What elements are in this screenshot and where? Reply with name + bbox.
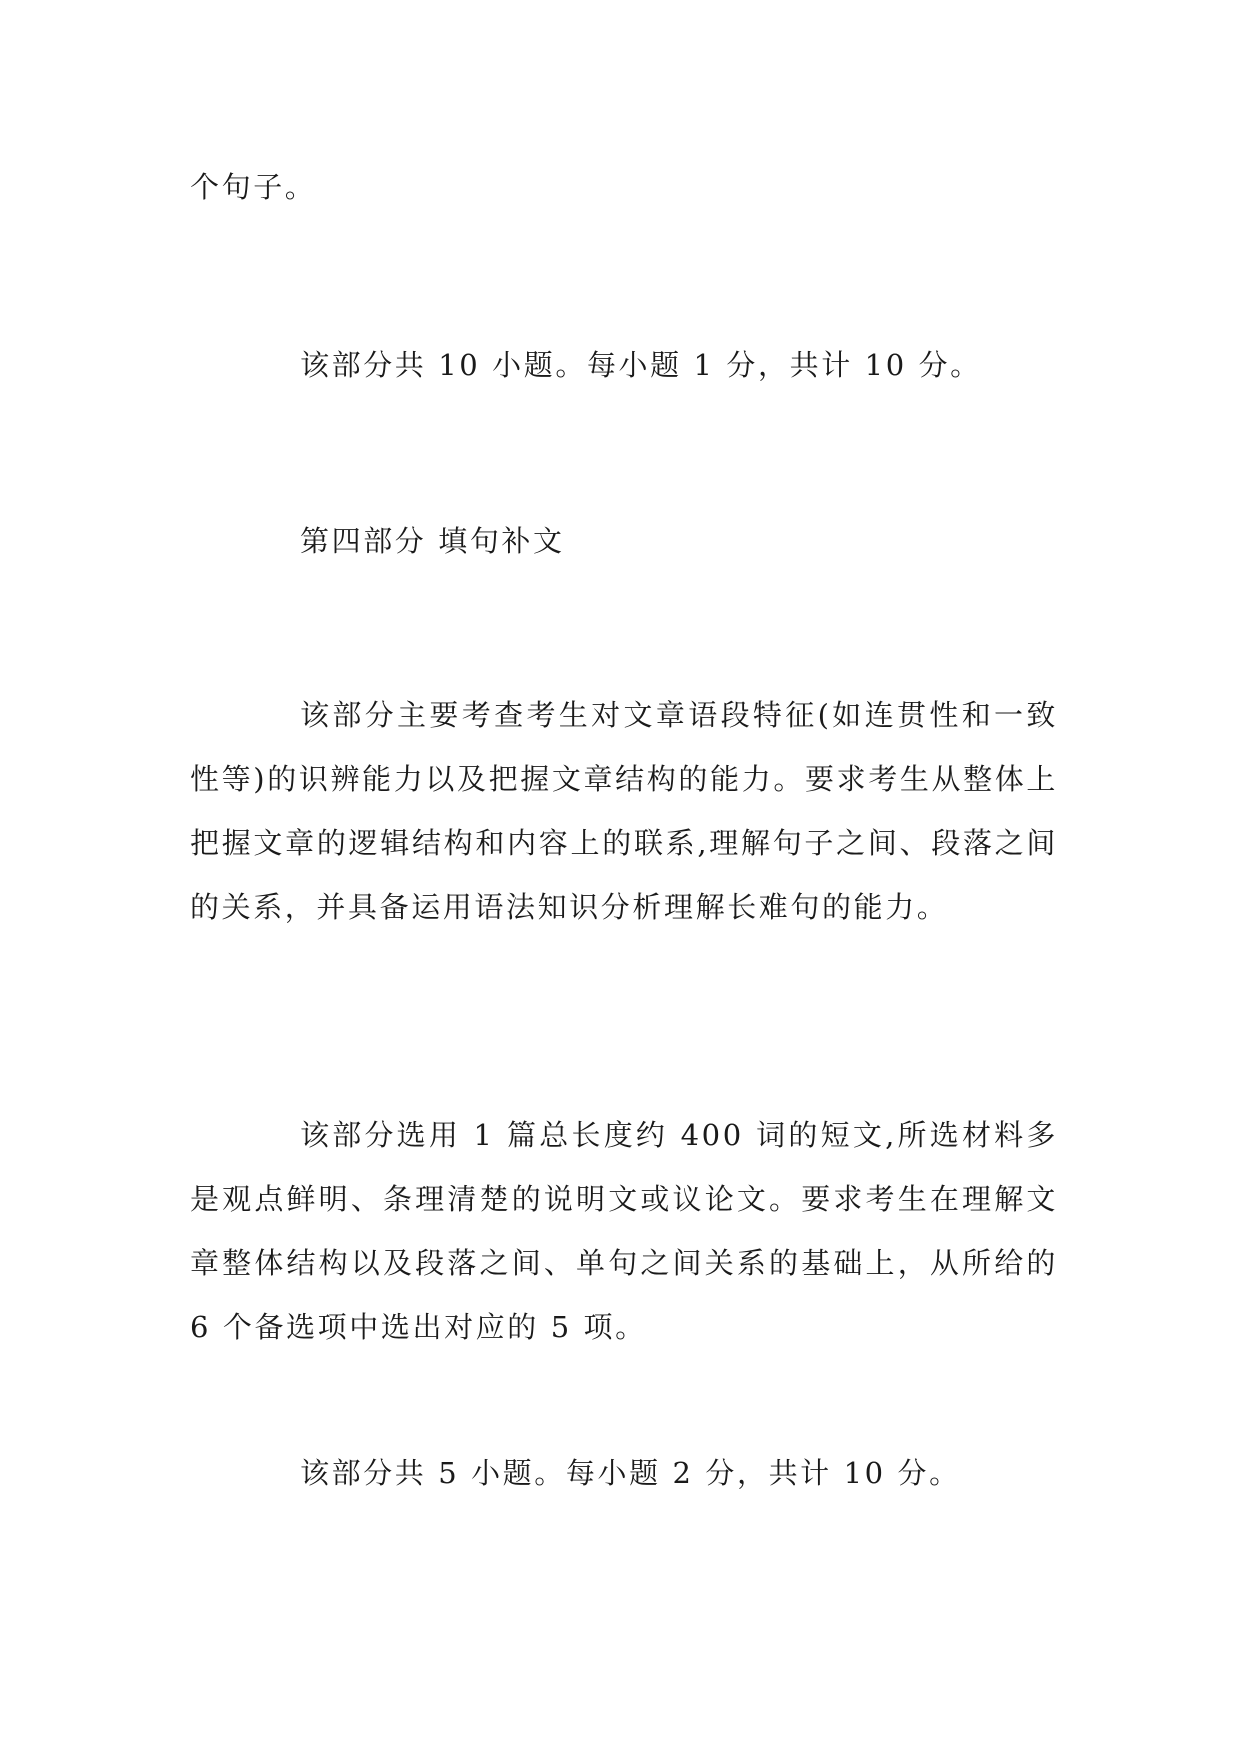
fragment-end-text: 个句子。 — [190, 170, 317, 204]
part4-score-text: 该部分共 5 小题。每小题 2 分，共计 10 分。 — [300, 1456, 961, 1490]
part3-score-text: 该部分共 10 小题。每小题 1 分，共计 10 分。 — [300, 348, 982, 382]
part4-material-paragraph: 该部分选用 1 篇总长度约 400 词的短文,所选材料多是观点鲜明、条理清楚的说明文或议论文。要求考生在理解文章整体结构以及段落之间、单句之间关系的基础上，从所给的 6 个备选项中选出对应的 5 项。 — [190, 1118, 1058, 1344]
part4-heading: 第四部分 填句补文 — [300, 524, 565, 558]
part4-description-paragraph: 该部分主要考查考生对文章语段特征(如连贯性和一致性等)的识辨能力以及把握文章结构的能力。要求考生从整体上把握文章的逻辑结构和内容上的联系,理解句子之间、段落之间的关系，并具备运用语法知识分析理解长难句的能力。 — [190, 698, 1058, 924]
